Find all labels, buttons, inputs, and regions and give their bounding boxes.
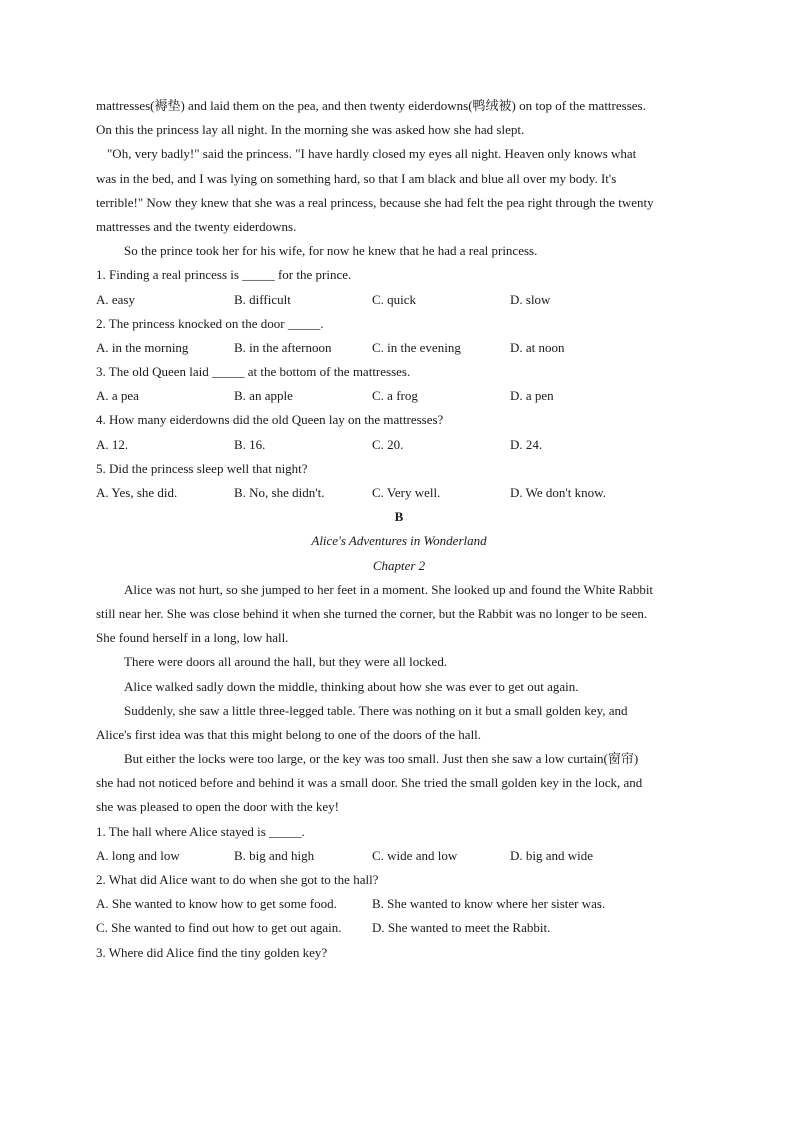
passage-b-line: Alice's first idea was that this might belong to one of the doors of the hall.	[96, 726, 482, 742]
options-b1	[96, 844, 702, 868]
options-a5	[96, 481, 702, 505]
question-a3: 3. The old Queen laid _____ at the bottom of the mattresses.	[96, 364, 411, 380]
option: D. slow	[510, 291, 551, 307]
option: C. a frog	[372, 388, 418, 404]
option: A. Yes, she did.	[96, 485, 178, 500]
option: B. difficult	[234, 291, 291, 307]
option: A. easy	[96, 291, 135, 307]
passage-a-line: mattresses(褥垫) and laid them on the pea, and then twenty eiderdowns(鸭绒被) on top of the mattresses.	[96, 98, 646, 113]
story-title: Alice's Adventures in Wonderland	[311, 533, 487, 549]
passage-b-line: There were doors all around the hall, but they were all locked.	[124, 654, 448, 670]
passage-a-line: So the prince took her for his wife, for now he knew that he had a real princess.	[124, 243, 538, 259]
option: B. She wanted to know where her sister was.	[372, 896, 606, 912]
option: C. Very well.	[372, 485, 441, 500]
question-b1: 1. The hall where Alice stayed is _____.	[96, 823, 305, 839]
question-a4: 4. How many eiderdowns did the old Queen lay on the mattresses?	[96, 412, 444, 428]
option: B. 16.	[234, 436, 266, 452]
passage-b-line: Suddenly, she saw a little three-legged table. There was nothing on it but a small golden key, and	[124, 702, 628, 718]
passage-a-line: mattresses and the twenty eiderdowns.	[96, 218, 297, 234]
options-a2	[96, 336, 702, 360]
options-a4	[96, 433, 702, 457]
option: C. wide and low	[372, 847, 458, 863]
option: D. a pen	[510, 388, 554, 404]
option: D. at noon	[510, 339, 565, 355]
chapter-heading: Chapter 2	[372, 557, 426, 573]
passage-b-line: Alice was not hurt, so she jumped to her feet in a moment. She looked up and found the White Rabbit	[124, 581, 654, 597]
option: B. No, she didn't.	[234, 485, 325, 500]
question-a5: 5. Did the princess sleep well that night?	[96, 460, 308, 476]
option: C. in the evening	[372, 339, 461, 355]
option: C. quick	[372, 291, 417, 307]
option: D. She wanted to meet the Rabbit.	[372, 920, 551, 936]
passage-a-line: On this the princess lay all night. In the morning she was asked how she had slept.	[96, 122, 525, 138]
options-a1	[96, 288, 702, 312]
passage-a-line: "Oh, very badly!" said the princess. "I have hardly closed my eyes all night. Heaven only knows what	[107, 146, 637, 162]
section-label: B	[394, 509, 404, 525]
passage-b-line: She found herself in a long, low hall.	[96, 630, 289, 646]
option: D. We don't know.	[510, 485, 606, 500]
question-b3: 3. Where did Alice find the tiny golden key?	[96, 944, 328, 960]
options-b2-row2	[96, 916, 702, 940]
option: B. big and high	[234, 847, 315, 863]
passage-a-line: was in the bed, and I was lying on something hard, so that I am black and blue all over my body. It's	[96, 170, 617, 186]
option: A. long and low	[96, 847, 180, 863]
passage-b-line: But either the locks were too large, or the key was too small. Just then she saw a low curtain(窗帘)	[124, 751, 639, 767]
question-b2: 2. What did Alice want to do when she got to the hall?	[96, 872, 379, 887]
options-b2-row1	[96, 892, 702, 916]
question-a2: 2. The princess knocked on the door _____.	[96, 315, 324, 331]
option: B. an apple	[234, 388, 293, 404]
option: C. She wanted to find out how to get out again.	[96, 920, 342, 936]
passage-b-line: she had not noticed before and behind it was a small door. She tried the small golden key in the lock, and	[96, 775, 643, 791]
question-a1: 1. Finding a real princess is _____ for the prince.	[96, 267, 352, 283]
option: D. 24.	[510, 436, 543, 452]
passage-b-line: still near her. She was close behind it when she turned the corner, but the Rabbit was no longer to be seen.	[96, 605, 648, 621]
option: B. in the afternoon	[234, 339, 332, 355]
option: A. 12.	[96, 436, 129, 452]
option: A. in the morning	[96, 339, 189, 355]
passage-a-line: terrible!" Now they knew that she was a real princess, because she had felt the pea right through the twenty	[96, 194, 654, 210]
option: D. big and wide	[510, 847, 594, 863]
passage-b-line: she was pleased to open the door with the key!	[96, 799, 339, 815]
option: C. 20.	[372, 436, 404, 452]
passage-b-line: Alice walked sadly down the middle, thinking about how she was ever to get out again.	[124, 678, 579, 694]
option: A. She wanted to know how to get some food.	[96, 896, 337, 912]
document-page	[96, 94, 702, 965]
option: A. a pea	[96, 388, 139, 404]
options-a3	[96, 384, 702, 408]
